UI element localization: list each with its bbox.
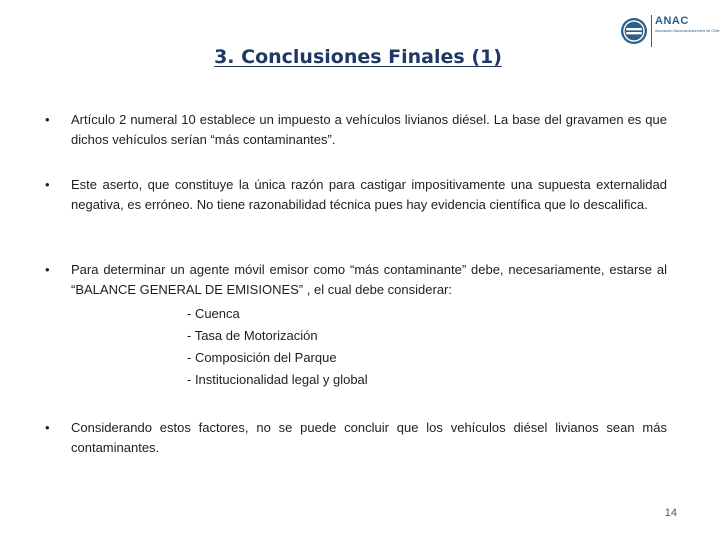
- bullet-marker: •: [45, 112, 50, 127]
- factor-item: - Composición del Parque: [187, 350, 337, 365]
- logo-wordmark: ANAC: [655, 15, 689, 27]
- factor-item: - Institucionalidad legal y global: [187, 372, 368, 387]
- slide-title: 3. Conclusiones Finales (1): [214, 46, 502, 68]
- bullet-text: Considerando estos factores, no se puede concluir que los vehículos diésel livianos sean más contaminantes.: [71, 420, 667, 455]
- bullet-marker: •: [45, 420, 50, 435]
- bullet-text: Artículo 2 numeral 10 establece un impuesto a vehículos livianos diésel. La base del gravamen es que dichos vehículos serían “más contaminantes”.: [71, 112, 667, 147]
- bullet-item: [45, 175, 667, 215]
- logo-tagline: Asociación Nacional Automotriz de Chile: [655, 29, 720, 33]
- bullet-text: Este aserto, que constituye la única razón para castigar impositivamente una supuesta externalidad negativa, es erróneo. No tiene razonabilidad técnica pues hay evidencia científica que lo descalifica.: [71, 177, 667, 212]
- factor-item: - Cuenca: [187, 306, 240, 321]
- page-number: 14: [664, 507, 677, 519]
- bullet-marker: •: [45, 177, 50, 192]
- factor-item: - Tasa de Motorización: [187, 328, 318, 343]
- bullet-item: [45, 260, 667, 391]
- bullet-text: Para determinar un agente móvil emisor como “más contaminante” debe, necesariamente, estarse al “BALANCE GENERAL DE EMISIONES” , el cual debe considerar:: [71, 262, 667, 297]
- bullet-item: [45, 110, 667, 150]
- bullet-marker: •: [45, 262, 50, 277]
- bullet-item: [45, 418, 667, 458]
- balance-factors-list: [187, 303, 667, 391]
- logo-text-block: [651, 15, 720, 47]
- anac-emblem-icon: [620, 17, 648, 45]
- anac-logo: [620, 12, 720, 50]
